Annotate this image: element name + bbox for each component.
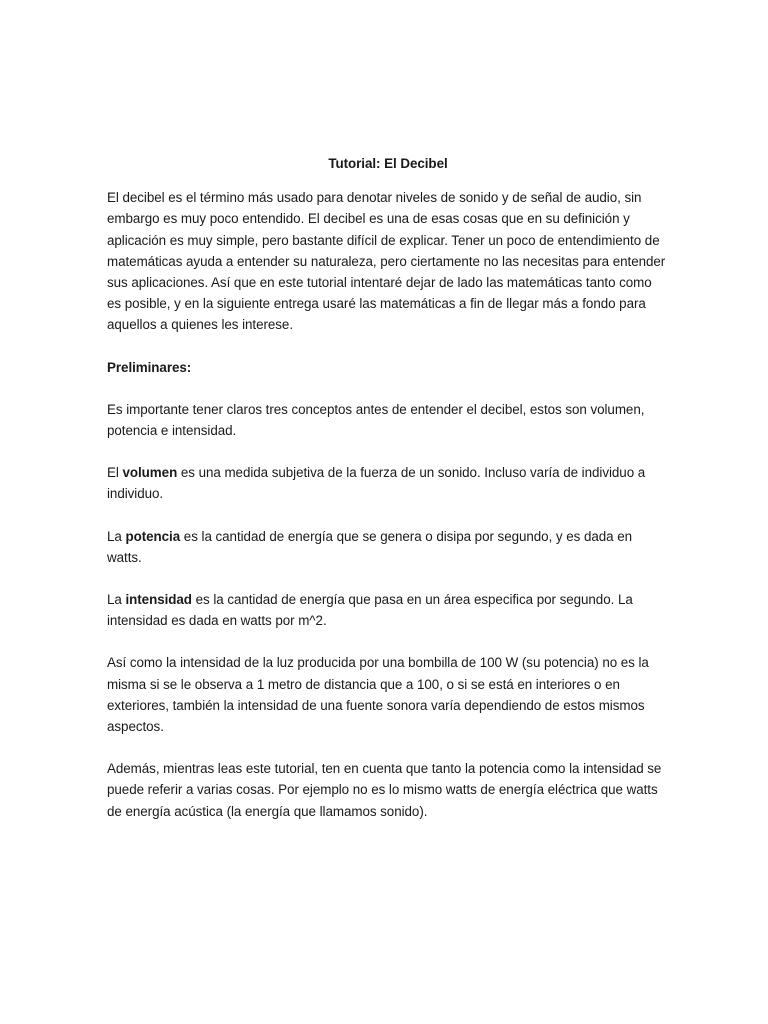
volumen-definition: es una medida subjetiva de la fuerza de un sonido. Incluso varía de individuo a individuo. bbox=[107, 465, 646, 502]
potencia-paragraph bbox=[107, 526, 667, 568]
note-paragraph: Además, mientras leas este tutorial, ten en cuenta que tanto la potencia como la intensidad se puede referir a varias cosas. Por ejemplo no es lo mismo watts de energía eléctrica que watts de energía acústica (la energía que llamamos sonido). bbox=[107, 761, 662, 819]
volumen-prefix: El bbox=[107, 465, 123, 481]
section-heading-preliminares: Preliminares: bbox=[107, 359, 192, 375]
potencia-prefix: La bbox=[107, 528, 126, 544]
intensidad-paragraph bbox=[107, 589, 667, 631]
intensidad-term: intensidad bbox=[125, 592, 192, 608]
potencia-definition: es la cantidad de energía que se genera o disipa por segundo, y es dada en watts. bbox=[107, 528, 633, 565]
potencia-term: potencia bbox=[125, 528, 181, 544]
volumen-paragraph bbox=[107, 462, 667, 504]
intro-paragraph: El decibel es el término más usado para denotar niveles de sonido y de señal de audio, sin embargo es muy poco entendido. El decibel es una de esas cosas que en su definición y aplicación es muy simple, pero bastante difícil de explicar. Tener un poco de entendimiento de matemáticas ayuda a entender su naturaleza, pero ciertamente no las necesitas para entender sus aplicaciones. Así que en este tutorial intentaré dejar de lado las matemáticas tanto como es posible, y en la siguiente entrega usaré las matemáticas a fin de llegar más a fondo para aquellos a quienes les interese. bbox=[107, 190, 666, 333]
intensidad-prefix: La bbox=[107, 592, 126, 608]
volumen-term: volumen bbox=[122, 465, 178, 481]
intensidad-definition: es la cantidad de energía que pasa en un área especifica por segundo. La intensidad es dada en watts por m^2. bbox=[107, 592, 633, 629]
document-title: Tutorial: El Decibel bbox=[328, 156, 448, 171]
document-body bbox=[107, 153, 667, 843]
analogy-paragraph: Así como la intensidad de la luz producida por una bombilla de 100 W (su potencia) no es la misma si se le observa a 1 metro de distancia que a 100, o si se está en interiores o en exteriores, también la intensidad de una fuente sonora varía dependiendo de estos mismos aspectos. bbox=[107, 655, 649, 735]
concepts-intro-paragraph: Es importante tener claros tres conceptos antes de entender el decibel, estos son volumen, potencia e intensidad. bbox=[107, 401, 645, 439]
